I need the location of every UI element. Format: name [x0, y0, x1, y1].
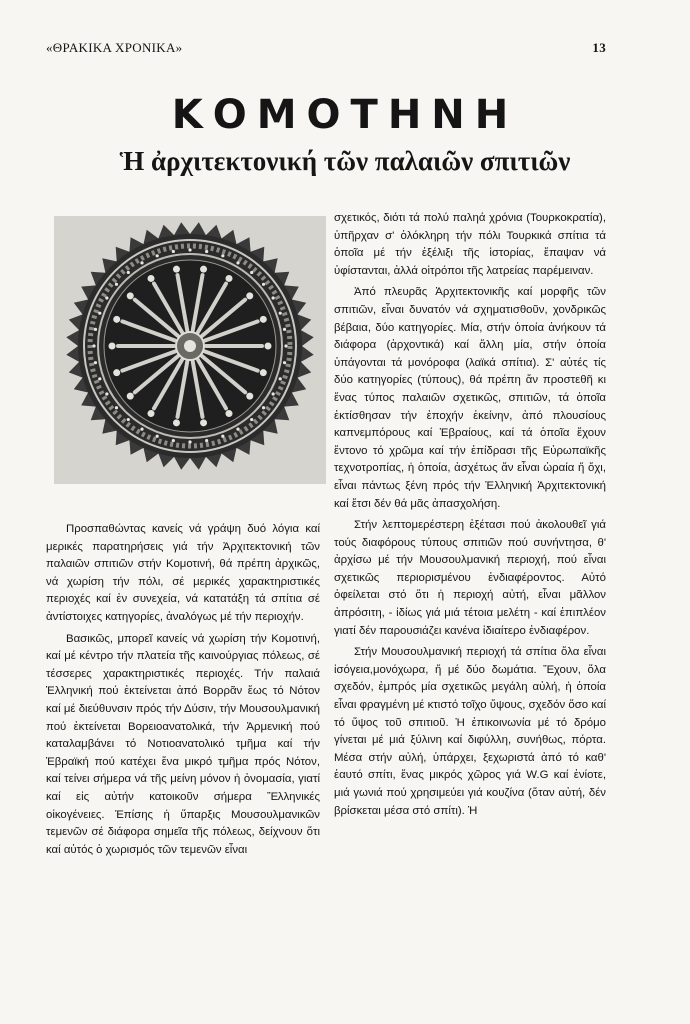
article-subtitle: Ἡ ἀρχιτεκτονική τῶν παλαιῶν σπιτιῶν — [119, 146, 571, 176]
paragraph: Βασικῶς, μπορεῖ κανείς νά χωρίση τήν Κομοτινή, καί μέ κέντρο τήν πλατεία τῆς καινούργιας πόλεως, σέ τέσσερες χαρακτηριστικές περιοχές. Τήν παλαιά Ἑλληνική πού ἐκτείνεται ἀπό Βορρᾶν ἕως τό Νότον καί μέ διεύθυνσιν πρός τήν Δύσιν, τήν Μουσουλμανική πού ἐκτείνεται Βορειοανατολικά, τήν Ἀρμενική πού καταλαμβάνει τό Νοτιοανατολικό τμῆμα καί τήν Ἑβραϊκή πού κατέχει ἕνα μικρό τμῆμα πρός Νότον, καί τείνει σήμερα νά τῆς μείνη μόνον ἡ ὀνομασία, γιατί καί εἰς αὐτήν κατοικοῦν σήμερα Ἕλληνικές οἰκογένειες. Ἐπίσης ἡ ὕπαρξις Μουσουλμανικῶν τεμενῶν σέ διάφορα σημεῖα τῆς πόλεως, δείχνουν ὅτι καί αὐτός ὁ χωρισμός τῶν τεμενῶν εἶναι — [46, 632, 320, 856]
paragraph: Στήν λεπτομερέστερη ἐξέτασι πού ἀκολουθεῖ γιά τούς διαφόρους τύπους σπιτιῶν πού συνήντησα, θ' ἀρχίσω μέ τήν Μουσουλμανική περιοχή, πού εἶναι σχετικῶς περιορισμένου ἐνδιαφέροντος. Αὐτό ὀφείλεται στό ὅτι ἡ περιοχή αὐτή, εἶναι μᾶλλον ἀπρόσιτη, - ἰδίως γιά μιά τέτοια μελέτη - καί ἐπιπλέον γιατί δέν παρουσιάζει κανένα ἰδιαίτερο ἐνδιαφέρον. — [334, 519, 606, 637]
page-number: 13 — [592, 40, 606, 55]
left-column — [46, 521, 320, 863]
running-head — [46, 40, 606, 56]
article-title: ΚΟΜΟΤΗΝΗ — [171, 92, 519, 138]
rosette-illustration — [54, 216, 326, 484]
paragraph: Προσπαθώντας κανείς νά γράψη δυό λόγια καί μερικές παρατηρήσεις γιά τήν Ἀρχιτεκτονική τῶν παλαιῶν σπιτιῶν στήν Κομοτινή, θά πρέπη ἀρχικῶς, νά χωρίση τήν πόλι, σέ μερικές χαρακτηριστικές περιοχές καί ἐν συνεχεία, νά κατατάξη τά σπίτια σέ ἀντίστοιχες κατηγορίες, ἀναλόγως μέ τήν περιοχήν. — [46, 523, 320, 623]
right-column — [334, 210, 606, 824]
paragraph: σχετικός, διότι τά πολύ παληά χρόνια (Τουρκοκρατία), ὑπῆρχαν σ' ὁλόκληρη τήν πόλι Τουρκικά σπίτια τά ὁποῖα μέ τήν ἐξέλιξι τῆς ἱστορίας, ἔπαψαν νά ὑφίστανται, ἀλλά οἱτρόποι τῆς λατρείας παρέμειναν. — [334, 212, 606, 277]
rosette-carving-photo — [54, 216, 326, 484]
journal-title: «ΘΡΑΚΙΚΑ ΧΡΟΝΙΚΑ» — [46, 40, 183, 55]
paragraph: Ἀπό πλευρᾶς Ἀρχιτεκτονικῆς καί μορφῆς τῶν σπιτιῶν, εἶναι δυνατόν νά σχηματισθοῦν, χονδρικῶς βέβαια, δύο κατηγορίες. Μία, στήν ὁποία ἀνήκουν τά διάφορα (ἀρχοντικά) καί ἄλλη μία, στήν ὁποία ὑπάγονται τά μονόροφα (λαϊκά σπίτια). Σ' αὐτές τίς δύο κατηγορίες (τύπους), θά πρέπη ἄν προστεθῆ κι ἕνας τύπος παλαιῶν σχετικῶς, σπιτιῶν, τά ὁποῖα ἐκτίσθησαν τήν ἐποχήν ἐκείνην, ἀπό πλουσίους καπνεμπόρους καί Ἑβραίους, καί τά ὁποῖα ἔχουν ἔντονο τό χρῶμα καί τήν ἐπίδρασι τῆς Εὐρωπαϊκῆς τεχνοτροπίας, ἡ ὁποία, ἀσχέτως ἄν εἶναι ὡραία ἤ ὄχι, εἶναι πάντως ξένη πρός τήν Ἑλληνική Ἀρχιτεκτονική καί ἔτσι δέν θά μᾶς ἀπασχολήση. — [334, 286, 606, 510]
paragraph: Στήν Μουσουλμανική περιοχή τά σπίτια ὅλα εἶναι ἰσόγεια,μονόχωρα, ἤ μέ δύο δωμάτια. Ἔχουν, ὅλα σχεδόν, ἐμπρός μία σχετικῶς μεγάλη αὐλή, ἡ ὁποία εἶναι φραγμένη μέ κτιστό τοῖχο ὕψους, σχεδόν ὅσο καί τό ὕψος τοῦ σπιτιοῦ. Ἡ ἐπικοινωνία μέ τό δρόμο γίνεται μέ μιά ξύλινη καί διφύλλη, συνήθως, πόρτα. Μέσα στήν αὐλή, ὑπάρχει, ξεχωριστά ἀπό τό καθ' ἑαυτό σπίτι, ἕνας μικρός χῶρος γιά W.G καί ἐνίοτε, μιά γωνιά πού χρησιμεύει γιά κουζίνα (ὅταν αὐτή, δέν βρίσκεται μέσα στό σπίτι). Ἡ — [334, 646, 606, 817]
